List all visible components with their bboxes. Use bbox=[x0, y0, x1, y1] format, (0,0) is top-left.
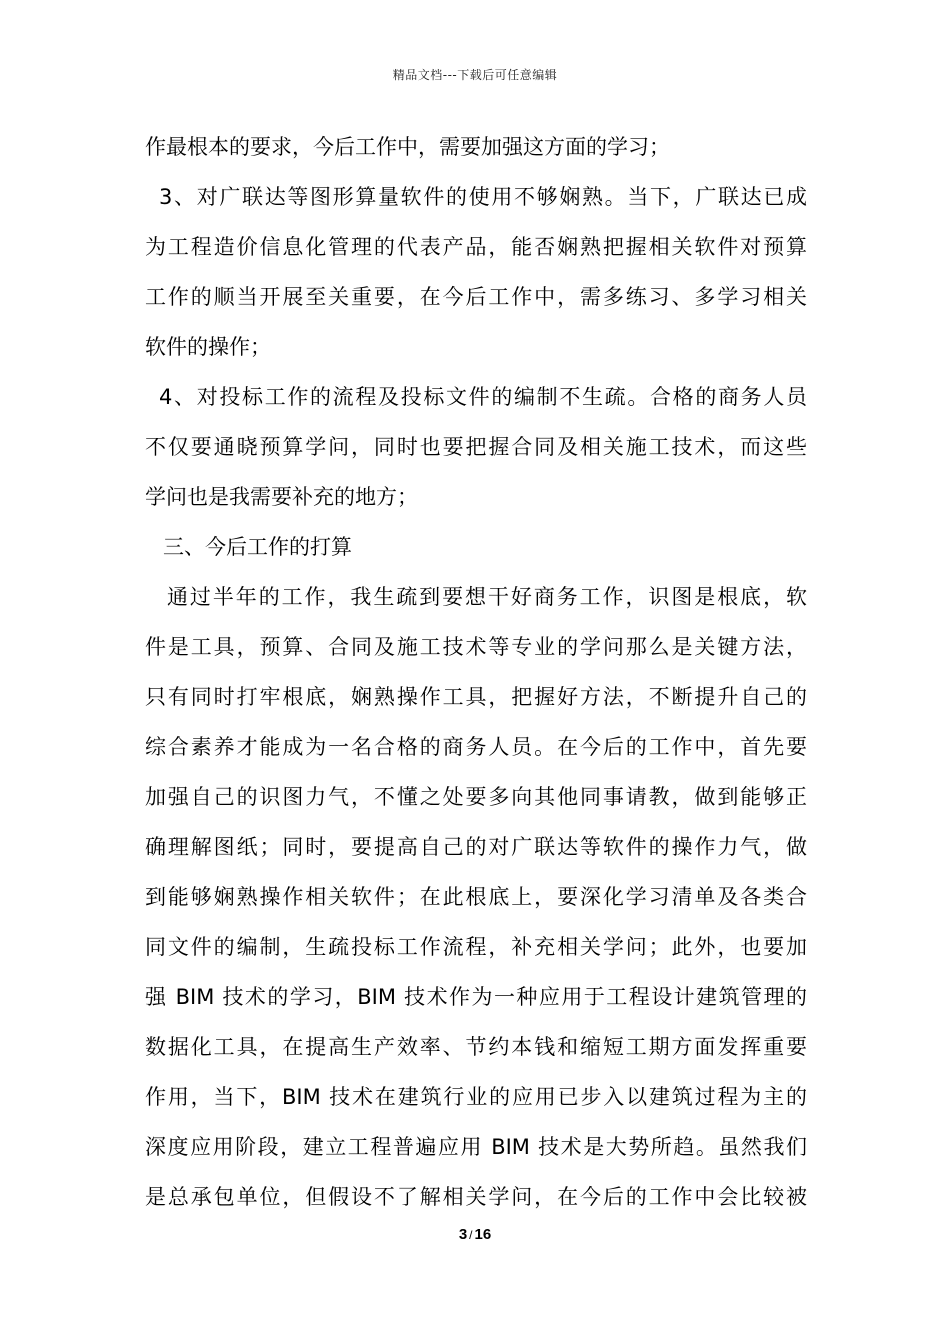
paragraph-line: 只有同时打牢根底，娴熟操作工具，把握好方法，不断提升自己的 bbox=[145, 685, 807, 709]
paragraph-line: 深度应用阶段，建立工程普遍应用 BIM 技术是大势所趋。虽然我们 bbox=[145, 1135, 807, 1159]
paragraph-line: 工作的顺当开展至关重要，在今后工作中，需多练习、多学习相关 bbox=[145, 285, 807, 309]
paragraph-line: 作最根本的要求，今后工作中，需要加强这方面的学习； bbox=[145, 135, 670, 159]
paragraph-line: 通过半年的工作，我生疏到要想干好商务工作，识图是根底，软 bbox=[167, 585, 807, 609]
paragraph-line: 4、对投标工作的流程及投标文件的编制不生疏。合格的商务人员 bbox=[159, 385, 807, 409]
paragraph-line: 3、对广联达等图形算量软件的使用不够娴熟。当下，广联达已成 bbox=[159, 185, 807, 209]
paragraph-line: 不仅要通晓预算学问，同时也要把握合同及相关施工技术，而这些 bbox=[145, 435, 807, 459]
paragraph-line: 确理解图纸；同时，要提高自己的对广联达等软件的操作力气，做 bbox=[145, 835, 807, 859]
paragraph-line: 件是工具，预算、合同及施工技术等专业的学问那么是关键方法， bbox=[145, 635, 807, 659]
page-total: 16 bbox=[474, 1226, 492, 1243]
paragraph-line: 到能够娴熟操作相关软件；在此根底上，要深化学习清单及各类合 bbox=[145, 885, 807, 909]
section-heading: 三、今后工作的打算 bbox=[163, 535, 352, 559]
paragraph-line: 加强自己的识图力气，不懂之处要多向其他同事请教，做到能够正 bbox=[145, 785, 807, 809]
paragraph-line: 综合素养才能成为一名合格的商务人员。在今后的工作中，首先要 bbox=[145, 735, 807, 759]
paragraph-line: 学问也是我需要补充的地方； bbox=[145, 485, 418, 509]
paragraph-line: 为工程造价信息化管理的代表产品，能否娴熟把握相关软件对预算 bbox=[145, 235, 807, 259]
paragraph-line: 同文件的编制，生疏投标工作流程，补充相关学问；此外，也要加 bbox=[145, 935, 807, 959]
page-header: 精品文档---下载后可任意编辑 bbox=[392, 68, 558, 82]
page-current: 3 bbox=[458, 1226, 468, 1243]
document-body bbox=[145, 124, 807, 1224]
page-number bbox=[0, 1226, 950, 1243]
page-separator: / bbox=[469, 1228, 473, 1242]
paragraph-line: 数据化工具，在提高生产效率、节约本钱和缩短工期方面发挥重要 bbox=[145, 1035, 807, 1059]
paragraph-line: 强 BIM 技术的学习，BIM 技术作为一种应用于工程设计建筑管理的 bbox=[145, 985, 807, 1009]
paragraph-line: 软件的操作； bbox=[145, 335, 271, 359]
paragraph-line: 是总承包单位，但假设不了解相关学问，在今后的工作中会比较被 bbox=[145, 1185, 807, 1209]
paragraph-line: 作用，当下，BIM 技术在建筑行业的应用已步入以建筑过程为主的 bbox=[145, 1085, 807, 1109]
